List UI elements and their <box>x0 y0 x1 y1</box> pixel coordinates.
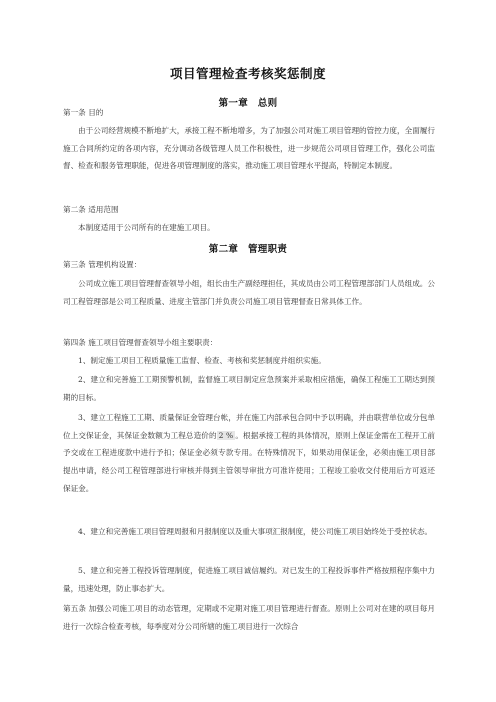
article-1-text: 由于公司经营规模不断地扩大，承接工程不断地增多，为了加强公司对施工项目管理的管控力度，全面履行施工合同所约定的各项内容，充分调动各级管理人员工作积极性，进一步规范公司项目管理工作，强化公司监督、检查和服务管理职能，促进各项管理制度的落实，推动施工项目管理水平提高，特制定本制度。 <box>63 126 435 171</box>
document-title: 项目管理检查考核奖惩制度 <box>169 66 326 81</box>
guarantee-rate-highlight: 2 % <box>218 430 234 440</box>
article-5-text: 第五条 加强公司施工项目的动态管理，定期或不定期对施工项目管理进行督查。原则上公司对在建的项目每月进行一次综合检查考核，每季度对分公司所辖的施工项目进行一次综合 <box>63 604 435 631</box>
article-2-text: 本制度适用于公司所有的在建施工项目。 <box>78 223 215 232</box>
duty-item-3-text-start: 3、建立工程施工工期、质量保证金管理台帐，并在施工内部承包合同中予以明确，并由联营单位或分包单位上交保证金，其保证金数额为工程总造价的 <box>63 413 435 440</box>
article-1-heading: 第一条 目的 <box>63 108 104 117</box>
duty-item-2: 2、建立和完善施工工期预警机制，监督施工项目制定应急预案并采取相应措施，确保工程施工工期达到预期的目标。 <box>63 375 435 402</box>
duty-item-3-text-end: 。根据承接工程的具体情况，原则上保证金需在工程开工前予交或在工程进度款中进行予扣；保证金必须专款专用。在特殊情况下，如果动用保证金，必须由施工项目部提出申请，经公司工程管理部进行审核并得到主管领导审批方可准许使用；工程竣工验收交付使用后方可返还保证金。 <box>63 430 436 493</box>
article-3-text: 公司成立施工项目管理督查领导小组，组长由生产副经理担任，其成员由公司工程管理部部门人员组成。公司工程管理部是公司工程质量、进度主管部门并负责公司施工项目管理督查日常具体工作。 <box>63 279 435 306</box>
article-3-heading: 第三条 管理机构设置： <box>63 260 142 269</box>
chapter-1-heading: 第一章 总则 <box>218 98 278 109</box>
duty-item-4: 4、建立和完善施工项目管理周报和月报制度以及重大事项汇报制度，使公司施工项目始终处于受控状态。 <box>78 527 433 536</box>
article-4-heading: 第四条 施工项目管理督查领导小组主要职责： <box>63 338 218 347</box>
article-2-heading: 第二条 适用范围 <box>63 205 119 214</box>
duty-item-1: 1、制定施工项目工程质量施工监督、检查、考核和奖惩制度并组织实施。 <box>78 356 326 365</box>
chapter-2-heading: 第二章 管理职责 <box>208 244 288 255</box>
duty-item-5: 5、建立和完善工程投诉管理制度，促进施工项目诚信履约。对已发生的工程投诉事件严格按照程序集中力量，迅速处理，防止事态扩大。 <box>63 566 435 593</box>
duty-item-3 <box>63 409 435 498</box>
